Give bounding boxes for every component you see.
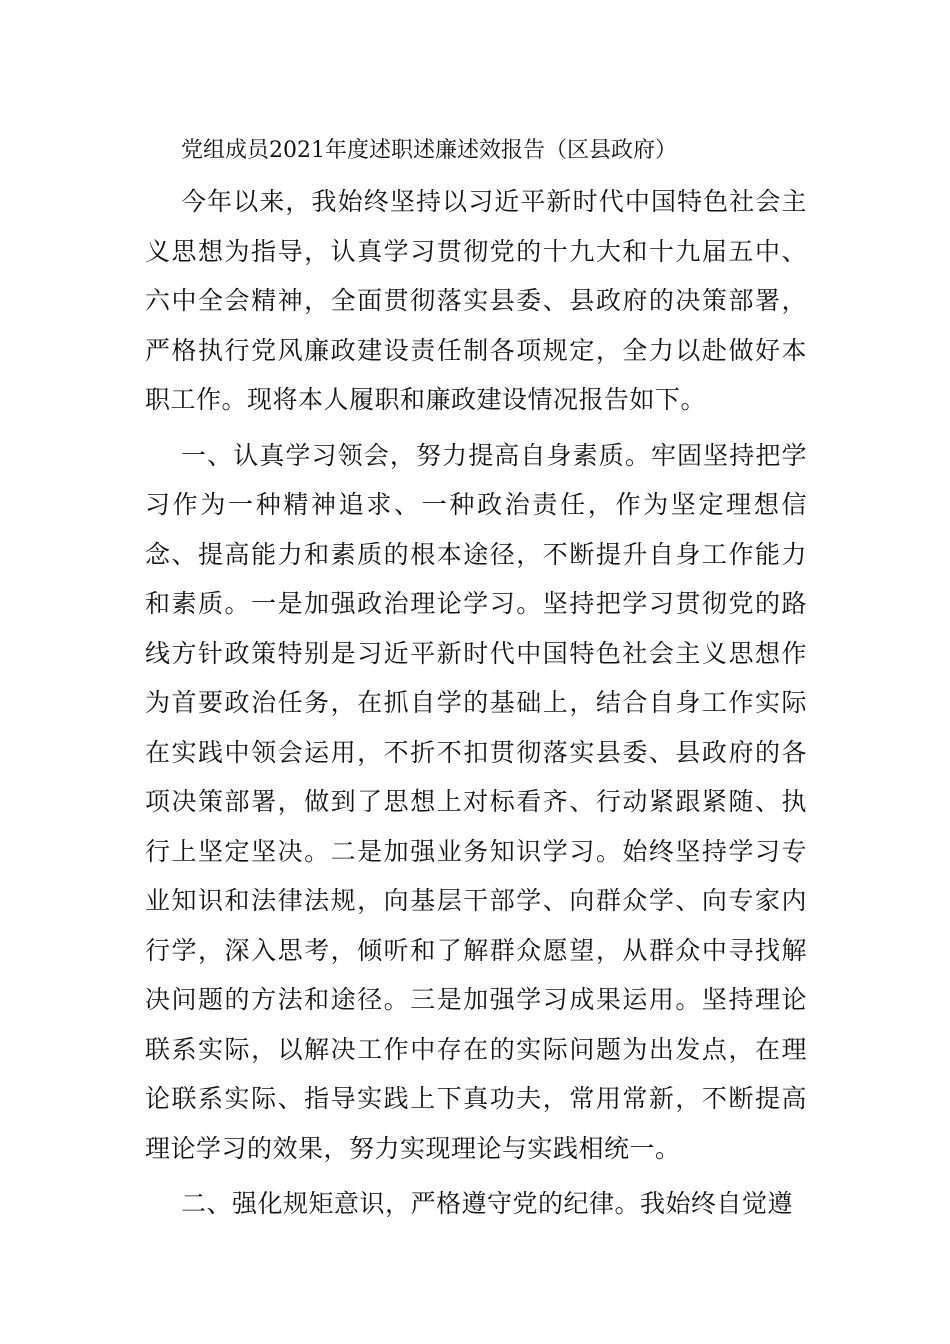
paragraph-section-one: 一、认真学习领会，努力提高自身素质。牢固坚持把学习作为一种精神追求、一种政治责任，作为坚定理想信念、提高能力和素质的根本途径，不断提升自身工作能力和素质。一是加强政治理论学习。坚持把学习贯彻党的路线方针政策特别是习近平新时代中国特色社会主义思想作为首要政治任务，在抓自学的基础上，结合自身工作实际在实践中领会运用，不折不扣贯彻落实县委、县政府的各项决策部署，做到了思想上对标看齐、行动紧跟紧随、执行上坚定坚决。二是加强业务知识学习。始终坚持学习专业知识和法律法规，向基层干部学、向群众学、向专家内行学，深入思考，倾听和了解群众愿望，从群众中寻找解决问题的方法和途径。三是加强学习成果运用。坚持理论联系实际，以解决工作中存在的实际问题为出发点，在理论联系实际、指导实践上下真功夫，常用常新，不断提高理论学习的效果，努力实现理论与实践相统一。 [145, 440, 807, 1163]
document-title: 党组成员2021年度述职述廉述效报告（区县政府） [181, 138, 677, 163]
document-body [145, 130, 807, 1229]
paragraph-introduction: 今年以来，我始终坚持以习近平新时代中国特色社会主义思想为指导，认真学习贯彻党的十九大和十九届五中、六中全会精神，全面贯彻落实县委、县政府的决策部署，严格执行党风廉政建设责任制各项规定，全力以赴做好本职工作。现将本人履职和廉政建设情况报告如下。 [145, 187, 807, 414]
paragraph-section-two: 二、强化规矩意识，严格遵守党的纪律。我始终自觉遵 [181, 1189, 794, 1218]
